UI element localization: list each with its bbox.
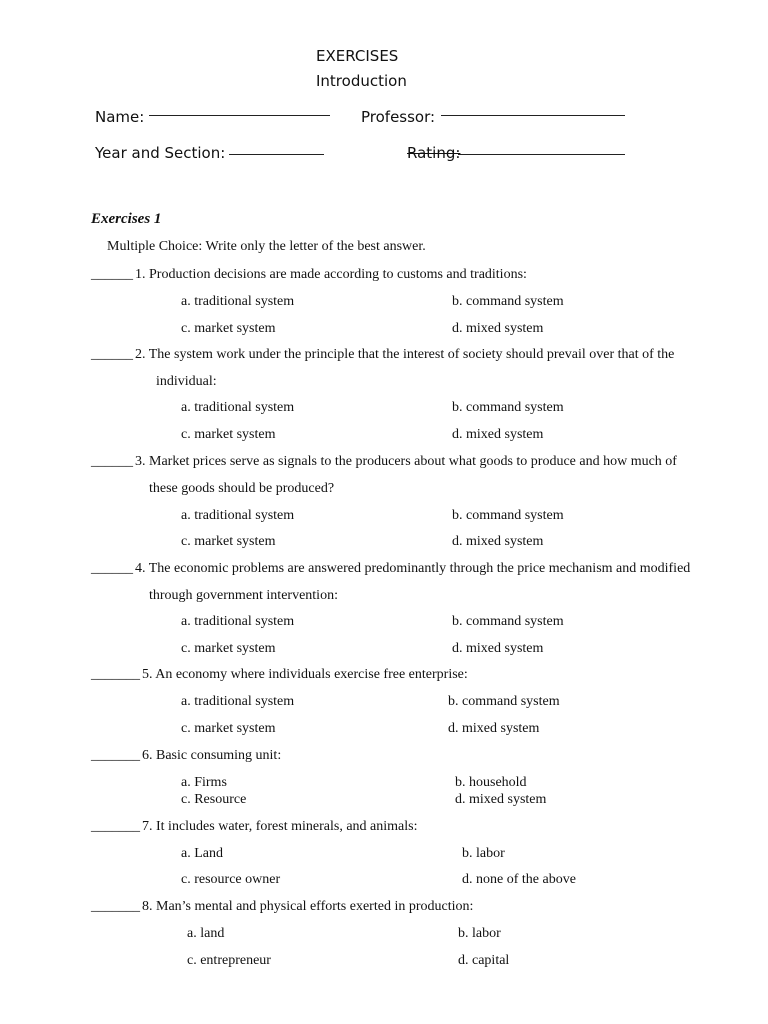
question-text-continued: these goods should be produced? — [149, 481, 335, 496]
question-text: 7. It includes water, forest minerals, and animals: — [142, 819, 418, 834]
rating-label: Rating: — [407, 144, 461, 162]
option-b: b. command system — [452, 614, 564, 629]
answer-blank[interactable]: _______ — [91, 819, 140, 834]
option-a: a. traditional system — [181, 694, 295, 709]
name-field[interactable] — [149, 115, 330, 116]
answer-blank[interactable]: ______ — [91, 347, 133, 362]
year-section-field[interactable] — [229, 154, 324, 155]
option-d: d. mixed system — [448, 721, 540, 736]
option-c: c. market system — [181, 721, 276, 736]
question-text: 5. An economy where individuals exercise free enterprise: — [142, 667, 468, 682]
option-d: d. none of the above — [462, 872, 576, 887]
option-c: c. market system — [181, 534, 276, 549]
professor-field[interactable] — [441, 115, 625, 116]
answer-blank[interactable]: ______ — [91, 267, 133, 282]
question-text-continued: through government intervention: — [149, 588, 338, 603]
question-text-continued: individual: — [156, 374, 217, 389]
answer-blank[interactable]: _______ — [91, 899, 140, 914]
professor-label: Professor: — [361, 108, 436, 126]
answer-blank[interactable]: ______ — [91, 454, 133, 469]
page-subtitle: Introduction — [316, 72, 407, 90]
option-d: d. capital — [458, 953, 510, 968]
question-text: 3. Market prices serve as signals to the producers about what goods to produce and how much of — [135, 454, 677, 469]
option-d: d. mixed system — [452, 321, 544, 336]
option-a: a. traditional system — [181, 614, 295, 629]
year-section-label: Year and Section: — [95, 144, 226, 162]
option-b: b. command system — [452, 508, 564, 523]
question-text: 1. Production decisions are made according to customs and traditions: — [135, 267, 527, 282]
question-text: 6. Basic consuming unit: — [142, 748, 282, 763]
question-text: 2. The system work under the principle that the interest of society should prevail over that of the — [135, 347, 675, 362]
answer-blank[interactable]: _______ — [91, 667, 140, 682]
rating-field[interactable] — [458, 154, 625, 155]
option-c: c. market system — [181, 427, 276, 442]
exercise-heading: Exercises 1 — [91, 211, 162, 227]
option-d: d. mixed system — [455, 792, 547, 807]
question-text: 8. Man’s mental and physical efforts exerted in production: — [142, 899, 474, 914]
option-c: c. Resource — [181, 792, 247, 807]
option-b: b. command system — [452, 294, 564, 309]
name-label: Name: — [95, 108, 145, 126]
option-c: c. entrepreneur — [187, 953, 271, 968]
option-a: a. traditional system — [181, 400, 295, 415]
option-d: d. mixed system — [452, 641, 544, 656]
option-d: d. mixed system — [452, 427, 544, 442]
option-a: a. traditional system — [181, 294, 295, 309]
page-title: EXERCISES — [316, 47, 399, 65]
instructions: Multiple Choice: Write only the letter of the best answer. — [107, 239, 426, 254]
option-b: b. command system — [452, 400, 564, 415]
option-a: a. Land — [181, 846, 223, 861]
question-text: 4. The economic problems are answered predominantly through the price mechanism and modified — [135, 561, 691, 576]
option-b: b. labor — [462, 846, 505, 861]
option-c: c. market system — [181, 641, 276, 656]
option-c: c. market system — [181, 321, 276, 336]
option-b: b. command system — [448, 694, 560, 709]
option-b: b. labor — [458, 926, 501, 941]
option-a: a. Firms — [181, 775, 227, 790]
option-c: c. resource owner — [181, 872, 281, 887]
option-d: d. mixed system — [452, 534, 544, 549]
option-a: a. traditional system — [181, 508, 295, 523]
answer-blank[interactable]: ______ — [91, 561, 133, 576]
answer-blank[interactable]: _______ — [91, 748, 140, 763]
option-b: b. household — [455, 775, 527, 790]
option-a: a. land — [187, 926, 225, 941]
